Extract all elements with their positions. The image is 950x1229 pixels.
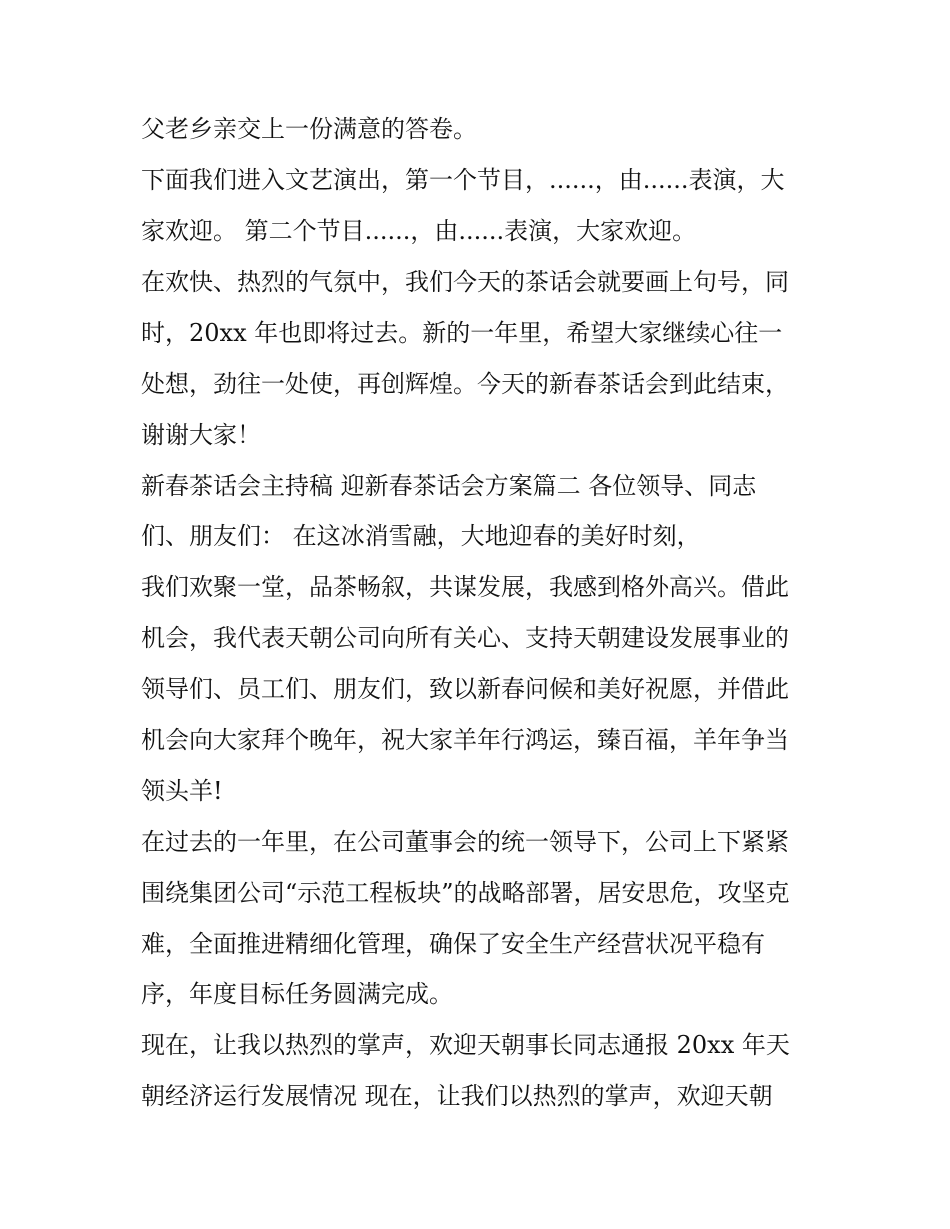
text-line-2: 下面我们进入文艺演出，第一个节目，......，由......表演，大: [141, 166, 785, 194]
text-line-7: 谢谢大家！: [141, 421, 261, 449]
text-line-1: 父老乡亲交上一份满意的答卷。: [141, 115, 477, 143]
text-line-3: 家欢迎。 第二个节目......，由......表演，大家欢迎。: [141, 217, 697, 245]
text-line-14: 领头羊!: [141, 777, 223, 805]
text-line-17: 难，全面推进精细化管理，确保了安全生产经营状况平稳有: [141, 930, 765, 958]
text-line-9: 们、朋友们： 在这冰消雪融，大地迎春的美好时刻，: [141, 522, 701, 550]
text-line-11: 机会，我代表天朝公司向所有关心、支持天朝建设发展事业的: [141, 624, 789, 652]
text-line-10: 我们欢聚一堂，品茶畅叙，共谋发展，我感到格外高兴。借此: [141, 573, 789, 601]
text-line-18: 序，年度目标任务圆满完成。: [141, 980, 453, 1008]
text-line-13: 机会向大家拜个晚年，祝大家羊年行鸿运，臻百福，羊年争当: [141, 726, 789, 754]
text-line-8: 新春茶话会主持稿 迎新春茶话会方案篇二 各位领导、同志: [141, 472, 757, 500]
text-line-5: 时，20xx 年也即将过去。新的一年里，希望大家继续心往一: [141, 319, 783, 347]
text-line-15: 在过去的一年里，在公司董事会的统一领导下，公司上下紧紧: [141, 828, 789, 856]
text-line-4: 在欢快、热烈的气氛中，我们今天的茶话会就要画上句号，同: [141, 268, 789, 296]
text-line-19: 现在，让我以热烈的掌声，欢迎天朝事长同志通报 20xx 年天: [141, 1031, 790, 1059]
text-line-16: 围绕集团公司“示范工程板块”的战略部署，居安思危，攻坚克: [141, 879, 790, 907]
text-line-20: 朝经济运行发展情况 现在，让我们以热烈的掌声，欢迎天朝: [141, 1082, 773, 1110]
text-line-12: 领导们、员工们、朋友们，致以新春问候和美好祝愿，并借此: [141, 675, 789, 703]
text-line-6: 处想，劲往一处使，再创辉煌。今天的新春茶话会到此结束，: [141, 370, 789, 398]
